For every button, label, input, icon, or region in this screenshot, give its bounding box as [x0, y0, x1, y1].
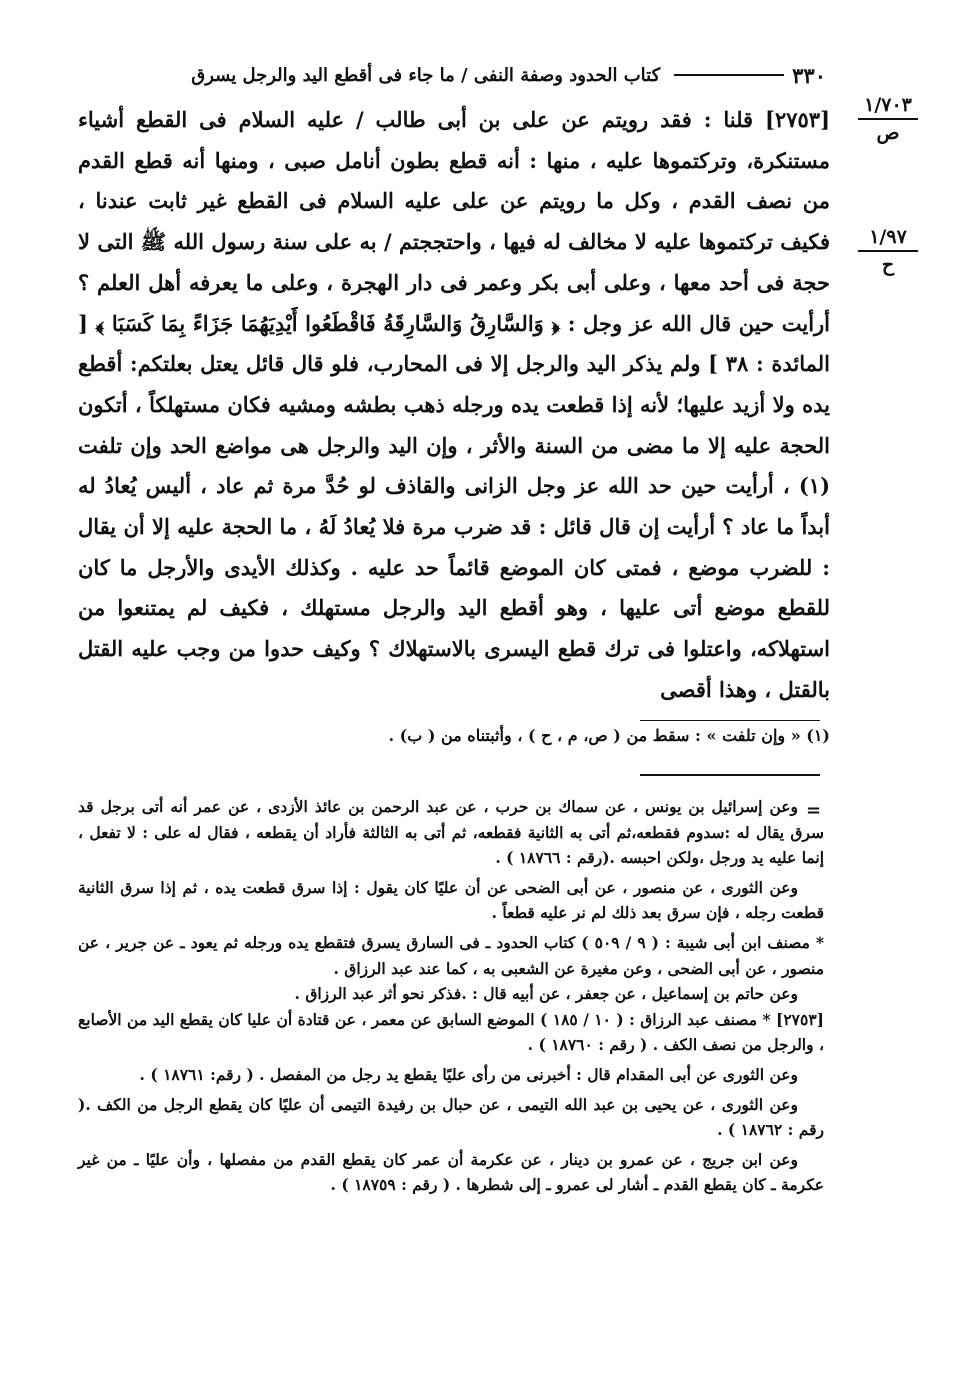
margin-ref-divider: [858, 118, 918, 120]
commentary-paragraph: وعن ابن جريج ، عن عمرو بن دينار ، عن عكرمة أن عمر كان يقطع القدم من مفصلها ، وأن عليًا ـ من غير عكرمة ـ كان يقطع القدم ـ أشار لى عمرو ـ إلى شطرها . ( رقم : ١٨٧٥٩ ) .: [78, 1149, 824, 1195]
main-text: [78, 100, 830, 711]
running-head: كتاب الحدود وصفة النفى / ما جاء فى أقطع اليد والرجل يسرق: [191, 64, 661, 86]
hadith-number: [٢٧٥٣]: [765, 107, 830, 132]
margin-ref-2: [846, 226, 930, 276]
margin-ref-manuscript: ص: [876, 122, 900, 144]
commentary-paragraph: وعن حاتم بن إسماعيل ، عن جعفر ، عن أبيه قال : .فذكر نحو أثر عبد الرزاق .: [294, 984, 798, 1004]
main-text-part-1: قلنا : فقد رويتم عن على بن أبى طالب / عليه السلام فى القطع أشياء مستنكرة، وتركتموها عليه ، منها : أنه قطع بطون أنامل صبى ، ومنها أنه قطع القدم من نصف القدم ، وكل ما رويتم عن على عليه السلام فى القطع غير ثابت عندنا ، فكيف تركتموها عليه لا مخالف له فيها ، واحتججتم / به على سنة رسول الله ﷺ التى لا حجة فى أحد معها ، وعلى أبى بكر وعمر فى دار الهجرة ، وعلى ما يعرفه أهل العلم ؟ أرأيت حين قال الله عز وجل :: [78, 107, 831, 336]
page-header: [80, 58, 826, 92]
commentary-paragraph: * مصنف ابن أبى شيبة : ( ٩ / ٥٠٩ ) كتاب الحدود ـ فى السارق يسرق فتقطع يده ورجله ثم يعود ـ عن جرير ، عن منصور ، عن أبى الضحى ، وعن مغيرة عن الشعبى به ، كما عند عبد الرزاق .: [78, 932, 825, 978]
footnote: (١) « وإن تلفت » : سقط من ( ص، م ، ح ) ، وأثبتناه من ( ب) .: [388, 726, 830, 745]
commentary-paragraph: وعن الثورى عن أبى المقدام قال : أخبرنى من رأى عليًا يقطع يد رجل من المفصل . ( رقم: ١٨٧٦١ ) .: [139, 1064, 798, 1084]
margin-ref-number: ١/٩٧: [869, 226, 907, 248]
commentary-rule: [640, 774, 820, 776]
commentary-paragraph: [٢٧٥٣] * مصنف عبد الرزاق : ( ١٠ / ١٨٥ ) الموضع السابق عن معمر ، عن قتادة أن عليا كان يقطع اليد من الأصابع ، والرجل من نصف الكف . ( رقم : ١٨٧٦٠ ) .: [78, 1009, 824, 1055]
page-number: ٣٣٠: [792, 62, 826, 88]
main-text-part-3: ، أرأيت حين حد الله عز وجل الزانى والقاذف لو حُدَّ مرة ثم عاد ، أليس يُعادُ له أبداً ما عاد ؟ أرأيت إن قال قائل : قد ضرب مرة فلا يُعادُ لَهُ ، ما الحجة عليه إلا أن يقال : للضرب موضع ، فمتى كان الموضع قائماً حد عليه . وكذلك الأيدى والأرجل ما كان للقطع موضع أتى عليها ، وهو أقطع اليد والرجل مستهلك ، فكيف لم يمتنعوا من استهلاكه، واعتلوا فى ترك قطع اليسرى بالاستهلاك ؟ وكيف حدوا من وجب عليه القتل بالقتل ، وهذا أقصى: [78, 473, 830, 702]
footnote-marker[interactable]: (١): [798, 473, 831, 499]
margin-ref-divider: [858, 250, 918, 252]
main-paragraph: [78, 100, 830, 711]
continuation-mark: =: [806, 800, 822, 821]
footnote-rule: [640, 720, 820, 721]
margin-ref-1: [846, 94, 930, 144]
quran-reference: [ المائدة : ٣٨ ]: [78, 310, 831, 377]
commentary-paragraph: وعن الثورى ، عن يحيى بن عبد الله التيمى ، عن حبال بن رفيدة التيمى أن عليًا كان يقطع الرجل من الكف .( رقم : ١٨٧٦٢ ) .: [78, 1094, 824, 1140]
commentary-paragraph: وعن الثورى ، عن منصور ، عن أبى الضحى عن أن عليًا كان يقول : إذا سرق قطعت يده ، ثم إذا سرق الثانية قطعت رجله ، فإن سرق بعد ذلك لم نر عليه قطعاً .: [78, 877, 824, 923]
header-rule: [674, 74, 784, 76]
margin-ref-number: ١/٧٠٣: [864, 94, 912, 116]
margin-ref-manuscript: ح: [881, 254, 895, 276]
commentary-paragraph: وعن إسرائيل بن يونس ، عن سماك بن حرب ، عن عبد الرحمن بن عائذ الأزدى ، عن عمر أنه أتى برجل قد سرق يقال له :سدوم فقطعه،ثم أتى به الثانية فقطعه، ثم أتى به الثالثة فأراد أن يقطعه ، فقال له على : لا تفعل ، إنما عليه يد ورجل ،ولكن احبسه .(رقم : ١٨٧٦٦ ) .: [78, 797, 824, 868]
commentary-notes: [78, 794, 824, 1198]
quran-verse: ﴿ وَالسَّارِقُ وَالسَّارِقَةُ فَاقْطَعُوا أَيْدِيَهُمَا جَزَاءً بِمَا كَسَبَا ﴾: [95, 310, 561, 336]
main-text-part-2: ولم يذكر اليد والرجل إلا فى المحارب، فلو قال قائل يعتل بعلتكم: أقطع يده ولا أزيد عليها؛ لأنه إذا قطعت يده ورجله ذهب بطشه ومشيه فكان مستهلكاً ، أتكون الحجة عليه إلا ما مضى من السنة والأثر ، وإن اليد والرجل هى مواضع الحد وإن تلفت: [78, 351, 830, 458]
